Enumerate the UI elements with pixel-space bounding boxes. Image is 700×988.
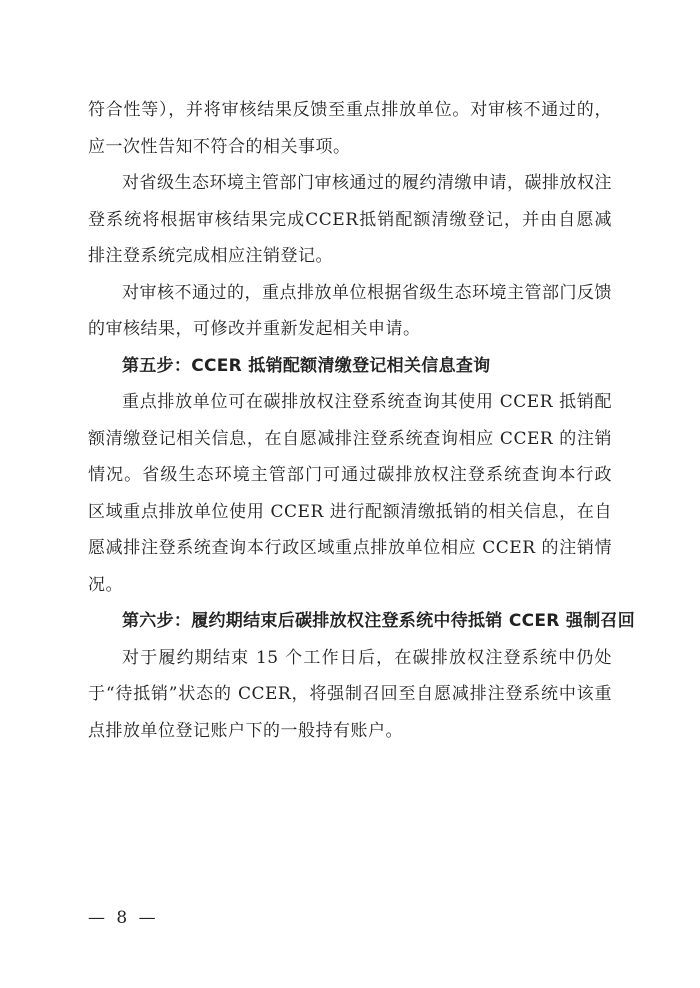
paragraph-approval: 对省级生态环境主管部门审核通过的履约清缴申请，碳排放权注登系统将根据审核结果完成CCER抵销配额清缴登记，并由自愿减排注登系统完成相应注销登记。 [88,173,612,266]
document-body [88,92,636,749]
step5-body: 重点排放单位可在碳排放权注登系统查询其使用 CCER 抵销配额清缴登记相关信息，在自愿减排注登系统查询相应 CCER 的注销情况。省级生态环境主管部门可通过碳排放权注登系统查询本行政区域重点排放单位使用 CCER 进行配额清缴抵销的相关信息，在自愿减排注登系统查询本行政区域重点排放单位相应 CCER 的注销情况。 [88,392,612,595]
paragraph-continuation: 符合性等），并将审核结果反馈至重点排放单位。对审核不通过的，应一次性告知不符合的相关事项。 [88,100,612,157]
page-number: — 8 — [88,908,159,928]
step6-body: 对于履约期结束 15 个工作日后，在碳排放权注登系统中仍处于“待抵销”状态的 CCER，将强制召回至自愿减排注登系统中该重点排放单位登记账户下的一般持有账户。 [88,647,612,741]
step5-heading: 第五步：CCER 抵销配额清缴登记相关信息查询 [122,355,491,376]
step6-heading: 第六步：履约期结束后碳排放权注登系统中待抵销 CCER 强制召回 [122,611,636,631]
paragraph-rejection: 对审核不通过的，重点排放单位根据省级生态环境主管部门反馈的审核结果，可修改并重新发起相关申请。 [88,282,612,339]
